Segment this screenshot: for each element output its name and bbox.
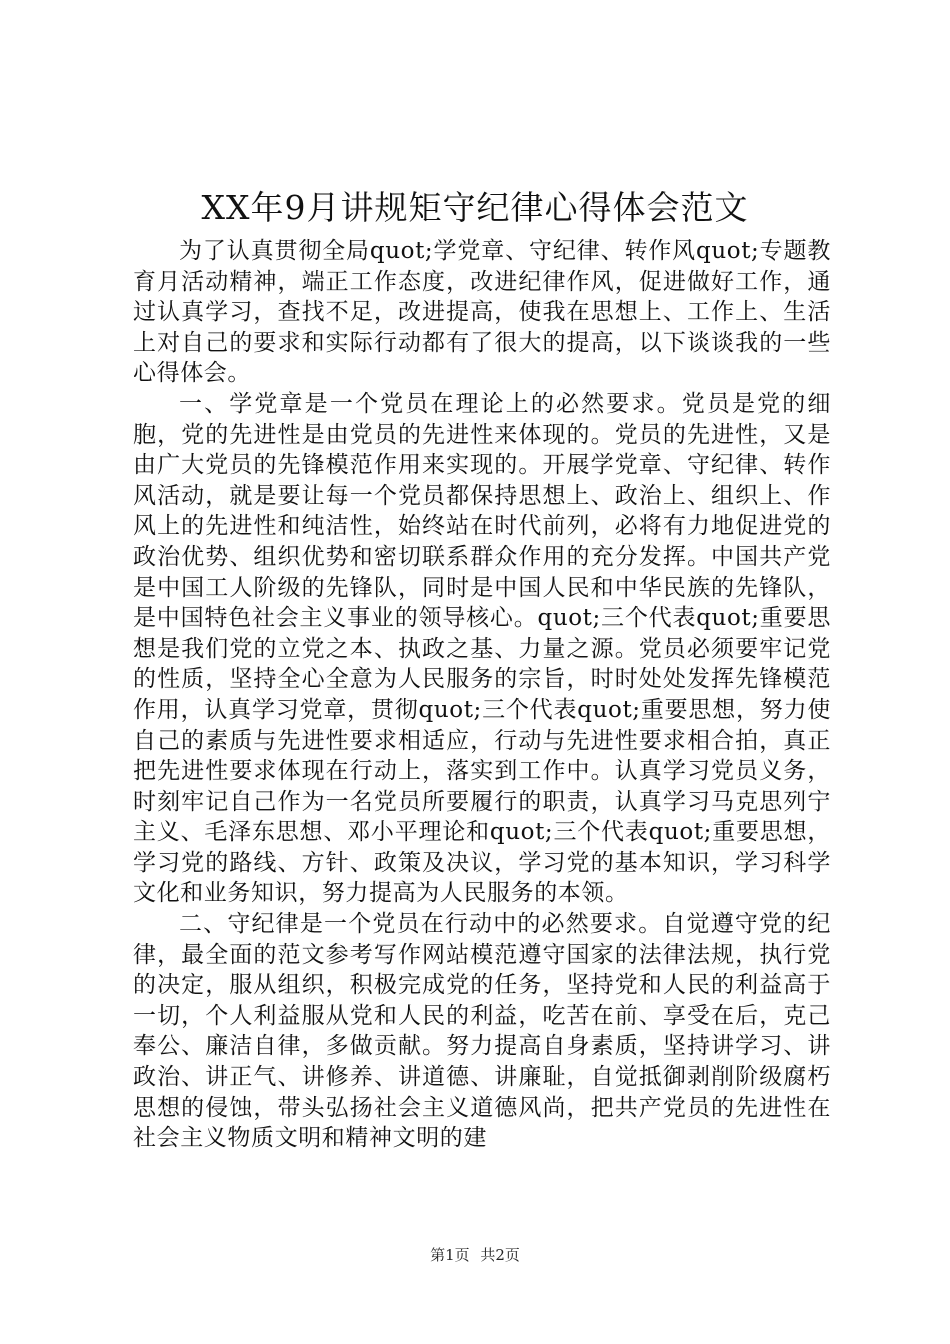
page-total: 共2页: [480, 1246, 520, 1264]
paragraph-intro: 为了认真贯彻全局quot;学党章、守纪律、转作风quot;专题教育月活动精神，端正工作态度，改进纪律作风，促进做好工作，通过认真学习，查找不足，改进提高，使我在思想上、工作上、生活上对自己的要求和实际行动都有了很大的提高，以下谈谈我的一些心得体会。: [133, 238, 831, 387]
page-footer: [0, 1245, 950, 1265]
document-body: [133, 236, 831, 1154]
page-title: XX年9月讲规矩守纪律心得体会范文: [201, 188, 749, 227]
paragraph-section-one: 一、学党章是一个党员在理论上的必然要求。党员是党的细胞，党的先进性是由党员的先进性来体现的。党员的先进性，又是由广大党员的先锋模范作用来实现的。开展学党章、守纪律、转作风活动，就是要让每一个党员都保持思想上、政治上、组织上、作风上的先进性和纯洁性，始终站在时代前列，必将有力地促进党的政治优势、组织优势和密切联系群众作用的充分发挥。中国共产党是中国工人阶级的先锋队，同时是中国人民和中华民族的先锋队，是中国特色社会主义事业的领导核心。quot;三个代表quot;重要思想是我们党的立党之本、执政之基、力量之源。党员必须要牢记党的性质，坚持全心全意为人民服务的宗旨，时时处处发挥先锋模范作用，认真学习党章，贯彻quot;三个代表quot;重要思想，努力使自己的素质与先进性要求相适应，行动与先进性要求相合拍，真正把先进性要求体现在行动上，落实到工作中。认真学习党员义务，时刻牢记自己作为一名党员所要履行的职责，认真学习马克思列宁主义、毛泽东思想、邓小平理论和quot;三个代表quot;重要思想，学习党的路线、方针、政策及决议，学习党的基本知识，学习科学文化和业务知识，努力提高为人民服务的本领。: [133, 390, 831, 907]
page-number: 第1页: [430, 1246, 470, 1264]
paragraph-section-two: 二、守纪律是一个党员在行动中的必然要求。自觉遵守党的纪律，最全面的范文参考写作网站模范遵守国家的法律法规，执行党的决定，服从组织，积极完成党的任务，坚持党和人民的利益高于一切，个人利益服从党和人民的利益，吃苦在前、享受在后，克己奉公、廉洁自律，多做贡献。努力提高自身素质，坚持讲学习、讲政治、讲正气、讲修养、讲道德、讲廉耻，自觉抵御剥削阶级腐朽思想的侵蚀，带头弘扬社会主义道德风尚，把共产党员的先进性在社会主义物质文明和精神文明的建: [133, 911, 831, 1152]
